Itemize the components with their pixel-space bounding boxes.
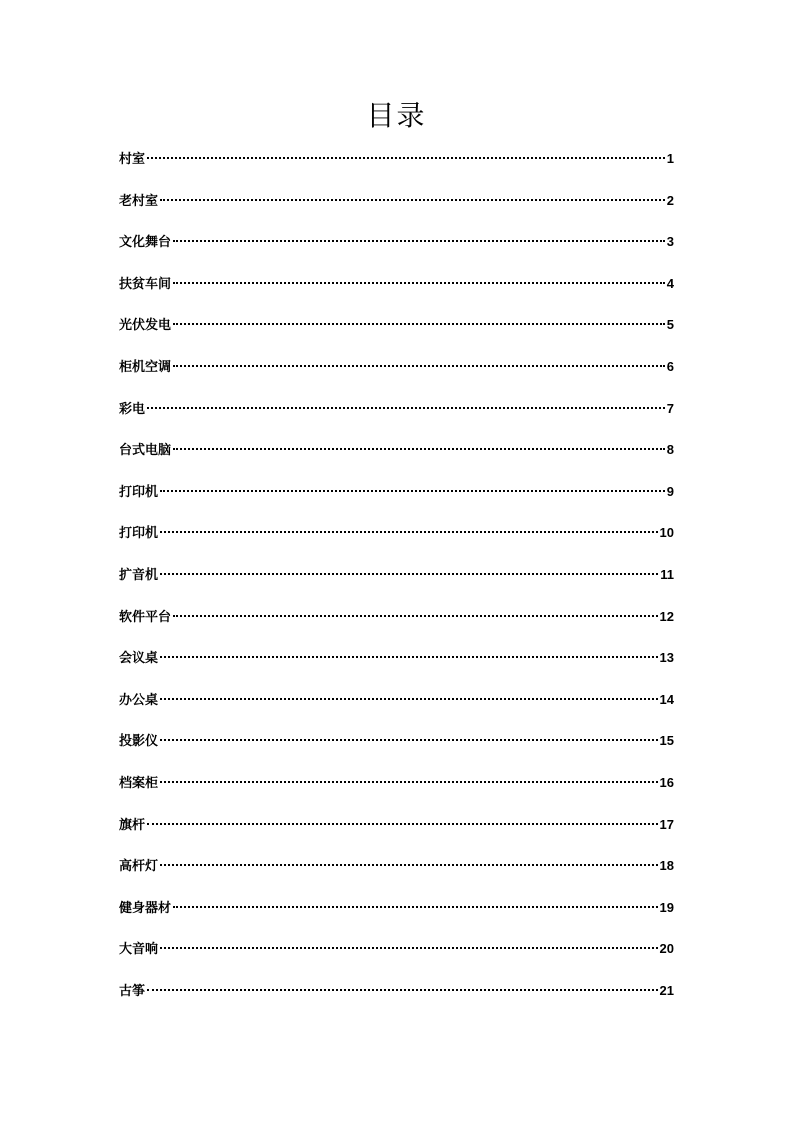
- toc-dot-leader: [160, 947, 658, 949]
- toc-dot-leader: [147, 989, 658, 991]
- toc-entry[interactable]: [119, 471, 674, 513]
- toc-dot-leader: [160, 739, 658, 741]
- toc-dot-leader: [160, 781, 658, 783]
- toc-entry-label: 办公桌: [119, 692, 159, 708]
- toc-entry[interactable]: [119, 138, 674, 180]
- toc-entry[interactable]: [119, 263, 674, 305]
- toc-entry-page-number: 20: [659, 941, 674, 957]
- toc-entry-page-number: 19: [659, 899, 674, 915]
- toc-list: [119, 138, 674, 1011]
- toc-entry-page-number: 15: [659, 733, 674, 749]
- toc-entry-label: 大音响: [119, 942, 159, 958]
- toc-entry-page-number: 16: [659, 774, 674, 790]
- toc-dot-leader: [173, 323, 665, 325]
- toc-entry-label: 扶贫车间: [119, 276, 172, 292]
- toc-dot-leader: [160, 656, 658, 658]
- toc-title: 目录: [366, 99, 427, 132]
- toc-entry-page-number: 7: [666, 400, 674, 416]
- toc-entry[interactable]: [119, 180, 674, 222]
- toc-entry-label: 高杆灯: [119, 859, 159, 875]
- toc-entry[interactable]: [119, 720, 674, 762]
- toc-dot-leader: [173, 240, 665, 242]
- toc-entry-label: 扩音机: [119, 567, 159, 583]
- toc-entry-page-number: 5: [666, 317, 674, 333]
- toc-entry-page-number: 6: [666, 358, 674, 374]
- toc-entry-label: 会议桌: [119, 651, 159, 667]
- toc-dot-leader: [173, 448, 665, 450]
- toc-dot-leader: [160, 490, 665, 492]
- toc-entry[interactable]: [119, 845, 674, 887]
- toc-entry-label: 彩电: [119, 401, 146, 417]
- toc-entry[interactable]: [119, 887, 674, 929]
- toc-entry-page-number: 8: [666, 442, 674, 458]
- toc-entry-label: 打印机: [119, 484, 159, 500]
- toc-entry-label: 古筝: [119, 983, 146, 999]
- toc-entry-label: 投影仪: [119, 734, 159, 750]
- toc-entry-page-number: 1: [666, 151, 674, 166]
- toc-entry-label: 文化舞台: [119, 235, 172, 251]
- toc-entry[interactable]: [119, 596, 674, 638]
- toc-entry-label: 档案柜: [119, 775, 159, 791]
- toc-entry-label: 台式电脑: [119, 443, 172, 459]
- toc-dot-leader: [173, 282, 665, 284]
- toc-entry-label: 旗杆: [119, 817, 146, 833]
- toc-entry-page-number: 4: [666, 275, 674, 291]
- toc-dot-leader: [147, 157, 665, 159]
- toc-dot-leader: [160, 531, 658, 533]
- toc-entry-label: 村室: [119, 152, 146, 167]
- toc-dot-leader: [173, 615, 658, 617]
- toc-dot-leader: [160, 698, 658, 700]
- toc-entry[interactable]: [119, 554, 674, 596]
- toc-dot-leader: [147, 407, 665, 409]
- toc-entry[interactable]: [119, 928, 674, 970]
- toc-entry[interactable]: [119, 429, 674, 471]
- toc-entry-page-number: 3: [666, 234, 674, 250]
- toc-dot-leader: [173, 365, 665, 367]
- toc-entry-page-number: 2: [666, 192, 674, 208]
- toc-entry[interactable]: [119, 346, 674, 388]
- toc-entry-label: 软件平台: [119, 609, 172, 625]
- toc-dot-leader: [160, 199, 665, 201]
- toc-entry-page-number: 21: [659, 982, 674, 998]
- toc-entry-page-number: 12: [659, 608, 674, 624]
- toc-entry-label: 健身器材: [119, 900, 172, 916]
- toc-entry-page-number: 14: [659, 691, 674, 707]
- toc-dot-leader: [147, 823, 658, 825]
- toc-entry[interactable]: [119, 221, 674, 263]
- toc-entry[interactable]: [119, 388, 674, 430]
- toc-entry[interactable]: [119, 304, 674, 346]
- toc-entry[interactable]: [119, 512, 674, 554]
- toc-entry-page-number: 13: [659, 650, 674, 666]
- toc-entry[interactable]: [119, 762, 674, 804]
- toc-entry-label: 打印机: [119, 526, 159, 542]
- toc-entry-page-number: 10: [659, 525, 674, 541]
- toc-dot-leader: [160, 864, 658, 866]
- toc-entry-page-number: 9: [666, 483, 674, 499]
- toc-entry[interactable]: [119, 637, 674, 679]
- toc-entry-page-number: 18: [659, 858, 674, 874]
- toc-entry-label: 柜机空调: [119, 359, 172, 375]
- toc-entry-label: 老村室: [119, 193, 159, 209]
- toc-entry-page-number: 17: [659, 816, 674, 832]
- toc-dot-leader: [173, 906, 658, 908]
- toc-dot-leader: [160, 573, 658, 575]
- toc-entry[interactable]: [119, 804, 674, 846]
- toc-entry[interactable]: [119, 970, 674, 1012]
- toc-entry-label: 光伏发电: [119, 318, 172, 334]
- toc-entry-page-number: 11: [660, 566, 674, 582]
- toc-entry[interactable]: [119, 679, 674, 721]
